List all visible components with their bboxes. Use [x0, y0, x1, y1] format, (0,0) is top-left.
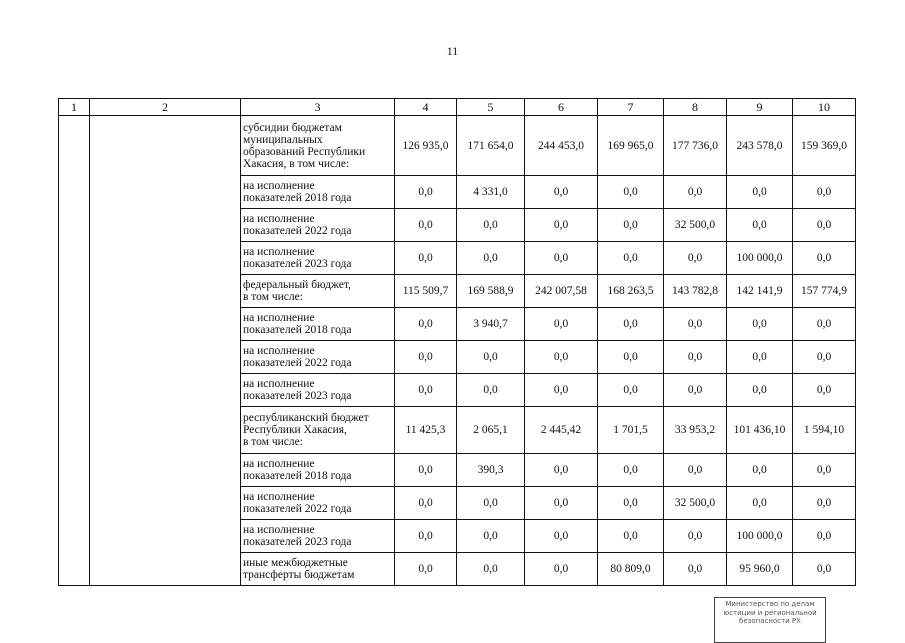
value-cell: 169 965,0: [598, 116, 664, 176]
value-cell: 0,0: [457, 487, 525, 520]
row-label: [241, 308, 395, 341]
value-cell: 2 445,42: [525, 407, 598, 454]
value-cell: 2 065,1: [457, 407, 525, 454]
value-cell: 0,0: [457, 209, 525, 242]
stamp-line: юстиции и региональной: [723, 608, 817, 617]
header-cell: 8: [664, 99, 727, 116]
row-label-line: показателей 2023 года: [243, 390, 352, 402]
row-label-line: на исполнение: [243, 312, 315, 324]
value-cell: 0,0: [457, 341, 525, 374]
value-cell: 0,0: [598, 209, 664, 242]
value-cell: 0,0: [664, 242, 727, 275]
header-row: [59, 99, 856, 116]
value-cell: 143 782,8: [664, 275, 727, 308]
value-cell: 0,0: [664, 308, 727, 341]
value-cell: 0,0: [525, 454, 598, 487]
value-cell: 0,0: [664, 176, 727, 209]
value-cell: 0,0: [664, 454, 727, 487]
row-label-line: на исполнение: [243, 345, 315, 357]
page-number: 11: [446, 44, 459, 58]
value-cell: 0,0: [598, 341, 664, 374]
row-label-line: республиканский бюджет: [243, 412, 369, 424]
value-cell: 0,0: [395, 341, 457, 374]
value-cell: 0,0: [525, 341, 598, 374]
value-cell: 244 453,0: [525, 116, 598, 176]
value-cell: 0,0: [793, 487, 856, 520]
value-cell: 0,0: [525, 176, 598, 209]
value-cell: 0,0: [664, 374, 727, 407]
row-label-line: в том числе:: [243, 291, 303, 303]
header-cell: 10: [793, 99, 856, 116]
row-label-line: показателей 2018 года: [243, 470, 352, 482]
value-cell: 390,3: [457, 454, 525, 487]
value-cell: 0,0: [395, 374, 457, 407]
row-label-line: муниципальных: [243, 133, 323, 146]
row-label-line: показателей 2022 года: [243, 225, 352, 237]
value-cell: 0,0: [793, 553, 856, 586]
value-cell: 0,0: [395, 176, 457, 209]
row-label-line: субсидии бюджетам: [243, 121, 342, 134]
row-label-line: показателей 2018 года: [243, 192, 352, 204]
value-cell: 0,0: [727, 487, 793, 520]
value-cell: 3 940,7: [457, 308, 525, 341]
value-cell: 0,0: [727, 308, 793, 341]
value-cell: 0,0: [664, 553, 727, 586]
header-cell: 7: [598, 99, 664, 116]
value-cell: 95 960,0: [727, 553, 793, 586]
value-cell: 0,0: [793, 242, 856, 275]
value-cell: 168 263,5: [598, 275, 664, 308]
value-cell: 0,0: [457, 520, 525, 553]
value-cell: 243 578,0: [727, 116, 793, 176]
value-cell: 0,0: [525, 487, 598, 520]
row-label: [241, 407, 395, 454]
value-cell: 0,0: [727, 209, 793, 242]
row-label: [241, 275, 395, 308]
stamp-line: Министерство по делам: [725, 600, 815, 608]
row-label: [241, 209, 395, 242]
value-cell: 0,0: [793, 176, 856, 209]
row-label: [241, 454, 395, 487]
row-label-line: на исполнение: [243, 524, 315, 536]
value-cell: 126 935,0: [395, 116, 457, 176]
value-cell: 169 588,9: [457, 275, 525, 308]
value-cell: 0,0: [525, 520, 598, 553]
value-cell: 0,0: [598, 374, 664, 407]
value-cell: 0,0: [395, 242, 457, 275]
value-cell: 0,0: [525, 209, 598, 242]
value-cell: 0,0: [395, 487, 457, 520]
value-cell: 0,0: [598, 454, 664, 487]
value-cell: 0,0: [664, 341, 727, 374]
row-label-line: показателей 2022 года: [243, 503, 352, 515]
value-cell: 100 000,0: [727, 520, 793, 553]
value-cell: 115 509,7: [395, 275, 457, 308]
value-cell: 0,0: [525, 308, 598, 341]
value-cell: 1 701,5: [598, 407, 664, 454]
header-cell: 5: [457, 99, 525, 116]
value-cell: 0,0: [598, 176, 664, 209]
row-label-line: на исполнение: [243, 378, 315, 390]
value-cell: 0,0: [793, 341, 856, 374]
value-cell: 4 331,0: [457, 176, 525, 209]
value-cell: 0,0: [395, 520, 457, 553]
value-cell: 0,0: [525, 553, 598, 586]
value-cell: 0,0: [457, 553, 525, 586]
row-label: [241, 116, 395, 176]
row-label-line: на исполнение: [243, 246, 315, 258]
value-cell: 0,0: [793, 374, 856, 407]
budget-table: [58, 98, 856, 586]
row-label-line: Республики Хакасия,: [243, 424, 347, 436]
row-label-line: иные межбюджетные: [243, 557, 348, 569]
value-cell: 0,0: [793, 454, 856, 487]
value-cell: 0,0: [457, 242, 525, 275]
value-cell: 0,0: [727, 176, 793, 209]
row-label-line: показателей 2022 года: [243, 357, 352, 369]
value-cell: 32 500,0: [664, 487, 727, 520]
row-label: [241, 553, 395, 586]
value-cell: 177 736,0: [664, 116, 727, 176]
row-label-line: на исполнение: [243, 491, 315, 503]
value-cell: 0,0: [395, 209, 457, 242]
table-row: [59, 116, 856, 176]
value-cell: 142 141,9: [727, 275, 793, 308]
value-cell: 1 594,10: [793, 407, 856, 454]
value-cell: 11 425,3: [395, 407, 457, 454]
header-cell: 2: [90, 99, 241, 116]
value-cell: 0,0: [727, 454, 793, 487]
row-label-line: на исполнение: [243, 213, 315, 225]
value-cell: 33 953,2: [664, 407, 727, 454]
header-cell: 9: [727, 99, 793, 116]
value-cell: 171 654,0: [457, 116, 525, 176]
header-cell: 4: [395, 99, 457, 116]
value-cell: 157 774,9: [793, 275, 856, 308]
value-cell: 0,0: [664, 520, 727, 553]
row-label-line: показателей 2023 года: [243, 258, 352, 270]
row-label-line: трансферты бюджетам: [243, 569, 355, 581]
row-label-line: на исполнение: [243, 458, 315, 470]
row-label: [241, 242, 395, 275]
row-label: [241, 374, 395, 407]
value-cell: 32 500,0: [664, 209, 727, 242]
value-cell: 0,0: [598, 520, 664, 553]
row-label-line: на исполнение: [243, 180, 315, 192]
value-cell: 0,0: [598, 487, 664, 520]
value-cell: 0,0: [793, 209, 856, 242]
row-label-line: федеральный бюджет,: [243, 279, 351, 291]
stamp-line: безопасности РХ: [739, 617, 801, 625]
row-label-line: в том числе:: [243, 436, 303, 448]
header-cell: 6: [525, 99, 598, 116]
header-cell: 3: [241, 99, 395, 116]
row-number-cell: [59, 116, 90, 586]
row-label-line: показателей 2023 года: [243, 536, 352, 548]
value-cell: 0,0: [727, 374, 793, 407]
row-label: [241, 341, 395, 374]
value-cell: 80 809,0: [598, 553, 664, 586]
value-cell: 159 369,0: [793, 116, 856, 176]
value-cell: 0,0: [457, 374, 525, 407]
row-label-line: образований Республики: [243, 145, 366, 158]
value-cell: 0,0: [727, 341, 793, 374]
value-cell: 0,0: [598, 308, 664, 341]
value-cell: 0,0: [525, 242, 598, 275]
row-label: [241, 176, 395, 209]
value-cell: 0,0: [395, 454, 457, 487]
indicator-name-cell: [90, 116, 241, 586]
row-label-line: Хакасия, в том числе:: [243, 157, 350, 170]
value-cell: 0,0: [395, 553, 457, 586]
value-cell: 0,0: [793, 520, 856, 553]
value-cell: 101 436,10: [727, 407, 793, 454]
value-cell: 242 007,58: [525, 275, 598, 308]
header-cell: 1: [59, 99, 90, 116]
row-label: [241, 487, 395, 520]
value-cell: 0,0: [525, 374, 598, 407]
row-label-line: показателей 2018 года: [243, 324, 352, 336]
value-cell: 100 000,0: [727, 242, 793, 275]
registration-stamp: [714, 597, 826, 643]
value-cell: 0,0: [395, 308, 457, 341]
value-cell: 0,0: [793, 308, 856, 341]
value-cell: 0,0: [598, 242, 664, 275]
row-label: [241, 520, 395, 553]
